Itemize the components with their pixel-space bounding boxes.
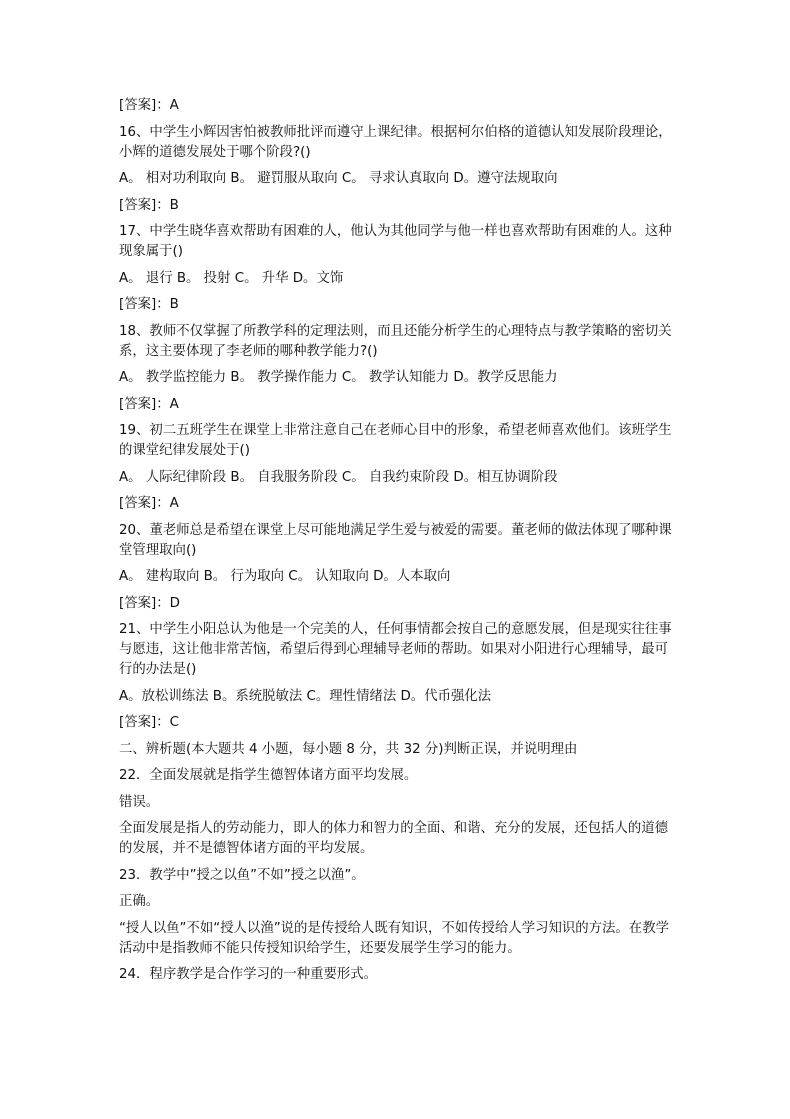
question-16: 16、中学生小辉因害怕被教师批评而遵守上课纪律。根据柯尔伯格的道德认知发展阶段理论，小辉的道德发展处于哪个阶段?()	[119, 124, 672, 160]
question-18: 18、教师不仅掌握了所教学科的定理法则，而且还能分析学生的心理特点与教学策略的密切关系，这主要体现了李老师的哪种教学能力?()	[119, 323, 672, 359]
answer-line: [答案]：A	[119, 98, 179, 113]
options-19: A。 人际纪律阶段 B。 自我服务阶段 C。 自我约束阶段 D。相互协调阶段	[119, 469, 558, 485]
explanation-22: 全面发展是指人的劳动能力，即人的体力和智力的全面、和谐、充分的发展，还包括人的道德的发展，并不是德智体诸方面的平均发展。	[119, 821, 669, 856]
options-18: A。 教学监控能力 B。 教学操作能力 C。 教学认知能力 D。教学反思能力	[119, 370, 558, 385]
document-page	[119, 96, 675, 992]
question-22: 22．全面发展就是指学生德智体诸方面平均发展。	[119, 768, 418, 783]
verdict-22: 错误。	[119, 794, 160, 810]
answer-21: [答案]：C	[119, 715, 179, 730]
section-heading: 二、辨析题(本大题共 4 小题，每小题 8 分，共 32 分)判断正误，并说明理由	[119, 741, 578, 757]
question-23: 23．教学中”授之以鱼”不如”授之以渔”。	[119, 867, 365, 883]
answer-20: [答案]：D	[119, 595, 180, 611]
question-20: 20、董老师总是希望在课堂上尽可能地满足学生爱与被爱的需要。董老师的做法体现了哪种课堂管理取向()	[119, 522, 672, 558]
options-17: A。 退行 B。 投射 C。 升华 D。文饰	[119, 270, 344, 286]
options-21: A。放松训练法 B。系统脱敏法 C。理性情绪法 D。代币强化法	[119, 688, 492, 704]
question-24: 24．程序教学是合作学习的一种重要形式。	[119, 967, 378, 982]
question-17: 17、中学生晓华喜欢帮助有困难的人，他认为其他同学与他一样也喜欢帮助有困难的人。这种现象属于()	[119, 224, 672, 259]
question-19: 19、初二五班学生在课堂上非常注意自己在老师心目中的形象，希望老师喜欢他们。该班学生的课堂纪律发展处于()	[119, 423, 672, 458]
explanation-23: “授人以鱼”不如“授人以渔”说的是传授给人既有知识，不如传授给人学习知识的方法。在教学活动中是指教师不能只传授知识给学生，还要发展学生学习的能力。	[119, 920, 669, 956]
answer-16: [答案]：B	[119, 197, 179, 213]
answer-19: [答案]：A	[119, 496, 179, 511]
answer-17: [答案]：B	[119, 297, 179, 312]
options-20: A。 建构取向 B。 行为取向 C。 认知取向 D。人本取向	[119, 569, 451, 584]
options-16: A。 相对功利取向 B。 避罚服从取向 C。 寻求认真取向 D。遵守法规取向	[119, 171, 558, 186]
verdict-23: 正确。	[119, 894, 160, 909]
question-21: 21、中学生小阳总认为他是一个完美的人，任何事情都会按自己的意愿发展，但是现实往往事与愿违，这让他非常苦恼，希望后得到心理辅导老师的帮助。如果对小阳进行心理辅导，最可行的办法是()	[119, 622, 672, 677]
answer-18: [答案]：A	[119, 396, 179, 412]
